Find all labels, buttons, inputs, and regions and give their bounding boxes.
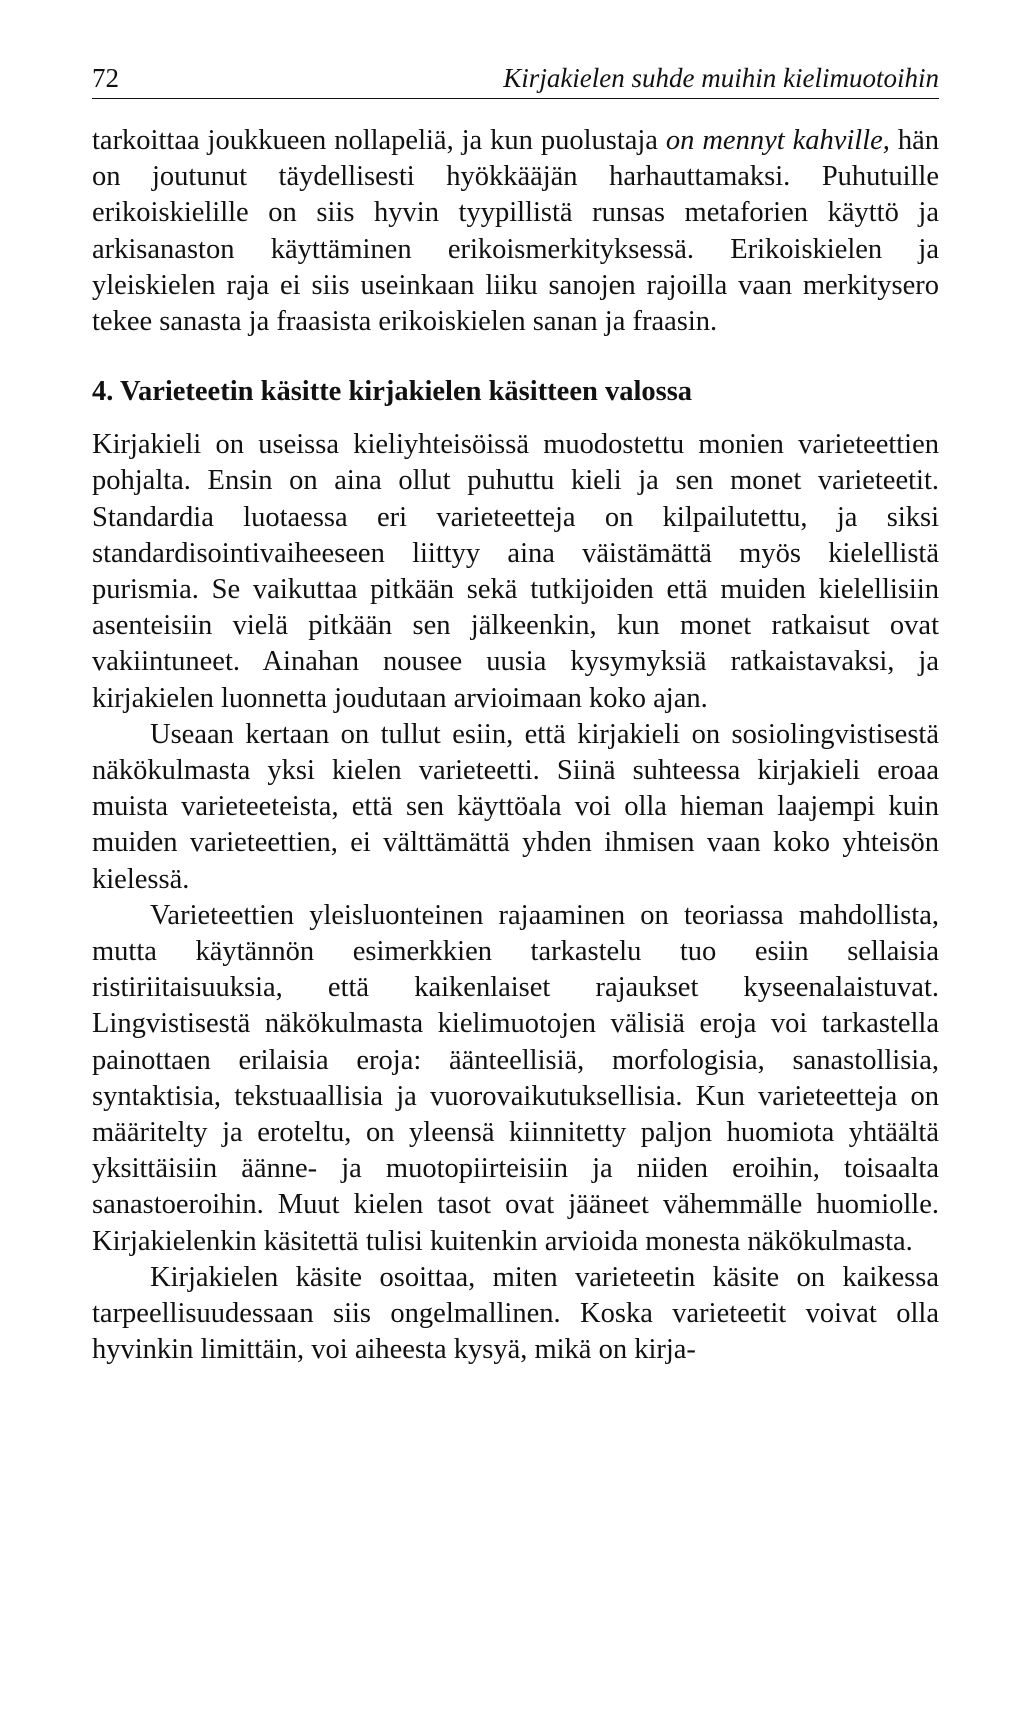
intro-text-part2: hän on joutunut täydellisesti hyökkääjän harhauttamaksi. Puhutuille erikoiskielille on siis hyvin tyypillistä runsas metaforien käyttö ja arkisanaston käyttäminen erikoismerkityksessä. Erikoiskielen ja yleiskielen raja ei siis useinkaan liiku sanojen rajoilla vaan merkitysero tekee sanasta ja fraasista erikoiskielen sanan ja fraasin.	[92, 125, 939, 338]
book-page	[92, 62, 939, 1369]
page-number: 72	[92, 63, 119, 93]
body-text	[92, 123, 939, 1369]
section-paragraph-2: Useaan kertaan on tullut esiin, että kirjakieli on sosiolingvistisestä näkökulmasta yksi kielen varieteetti. Siinä suhteessa kirjakieli eroaa muista varieteeteista, että sen käyttöala voi olla hieman laajempi kuin muiden varieteettien, ei välttämättä yhden ihmisen vaan koko yhteisön kielessä.	[92, 718, 939, 895]
intro-paragraph	[92, 123, 939, 340]
section-paragraph-1: Kirjakieli on useissa kieliyhteisöissä muodostettu monien varieteettien pohjalta. Ensin on aina ollut puhuttu kieli ja sen monet varieteetit. Standardia luotaessa eri varieteetteja on kilpailutettu, ja siksi standardisointivaiheeseen liittyy aina väistämättä myös kielellistä purismia. Se vaikuttaa pitkään sekä tutkijoiden että muiden kielellisiin asenteisiin vielä pitkään sen jälkeenkin, kun monet ratkaisut ovat vakiintuneet. Ainahan nousee uusia kysymyksiä ratkaistavaksi, ja kirjakielen luonnetta joudutaan arvioimaan koko ajan.	[92, 429, 939, 714]
section-paragraph-3: Varieteettien yleisluonteinen rajaaminen on teoriassa mahdollista, mutta käytännön esimerkkien tarkastelu tuo esiin sellaisia ristiriitaisuuksia, että kaikenlaiset rajaukset kyseenalaistuvat. Lingvistisestä näkökulmasta kielimuotojen välisiä eroja voi tarkastella painottaen erilaisia eroja: äänteellisiä, morfologisia, sanastollisia, syntaktisia, tekstuaallisia ja vuorovaikutuksellisia. Kun varieteetteja on määritelty ja eroteltu, on yleensä kiinnitetty paljon huomiota yhtäältä yksittäisiin äänne- ja muotopiirteisiin ja niiden eroihin, toisaalta sanastoeroihin. Muut kielen tasot ovat jääneet vähemmälle huomiolle. Kirjakielenkin käsitettä tulisi kuitenkin arvioida monesta näkökulmasta.	[92, 899, 939, 1257]
section-paragraph-4: Kirjakielen käsite osoittaa, miten varieteetin käsite on kaikessa tarpeellisuudessaan siis ongelmallinen. Koska varieteetit voivat olla hyvinkin limittäin, voi aiheesta kysyä, mikä on kirja-	[92, 1261, 939, 1366]
running-header	[92, 62, 939, 99]
intro-italic-phrase: on mennyt kahville,	[665, 125, 890, 156]
section-heading: 4. Varieteetin käsitte kirjakielen käsitteen valossa	[92, 376, 693, 408]
running-title: Kirjakielen suhde muihin kielimuotoihin	[503, 63, 939, 93]
intro-text-part1: tarkoittaa joukkueen nollapeliä, ja kun puolustaja	[92, 125, 666, 156]
